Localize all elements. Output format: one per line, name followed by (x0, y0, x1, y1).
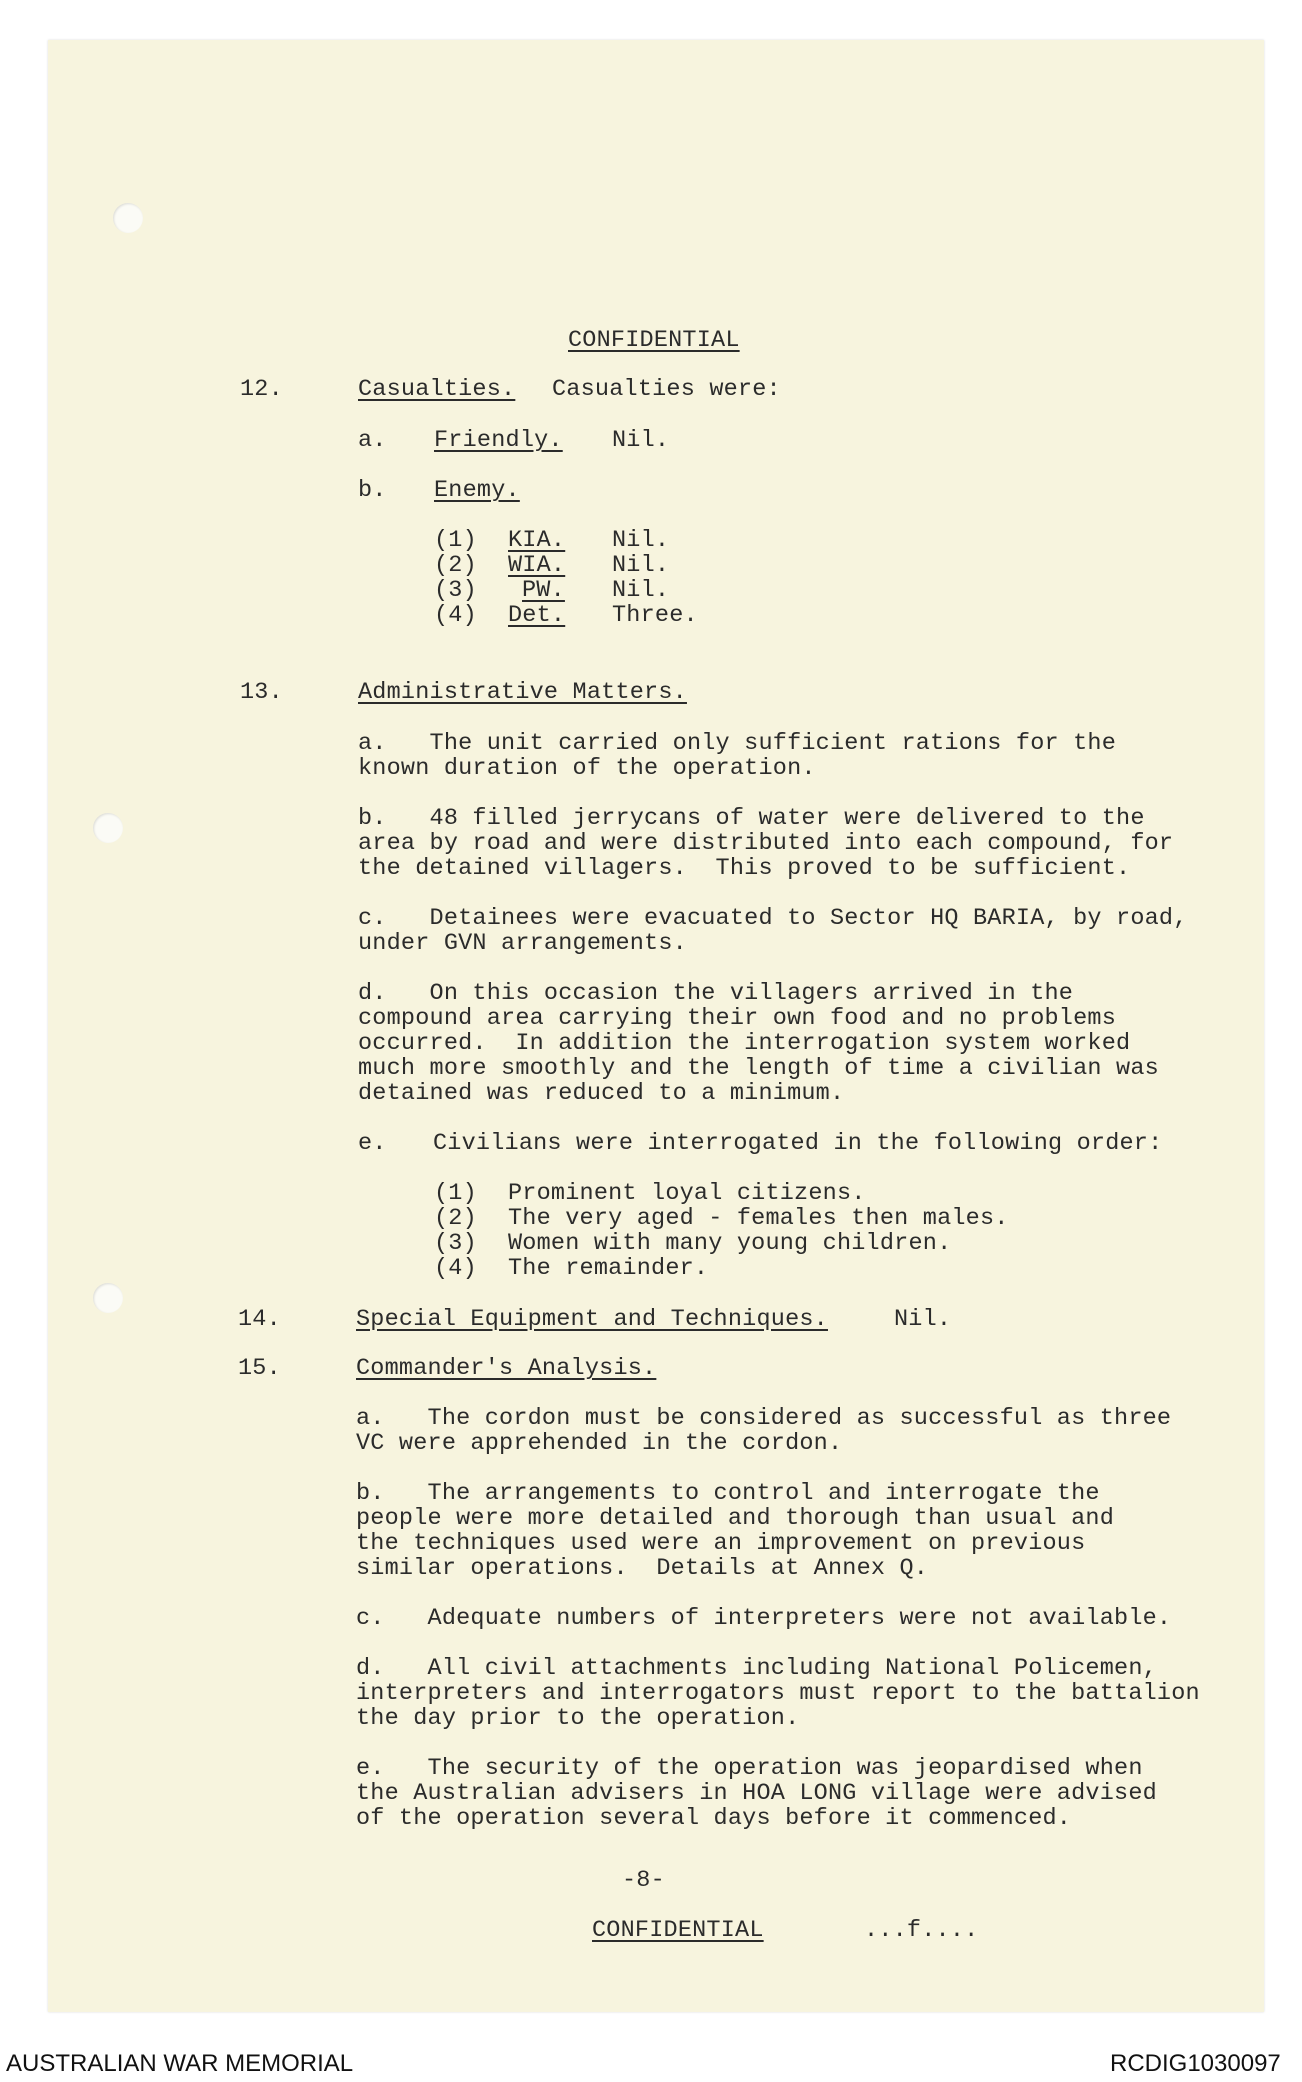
archive-id: RCDIG1030097 (1110, 2050, 1281, 2077)
section-number: 14. (238, 1306, 281, 1333)
paragraph-line: b. 48 filled jerrycans of water were delivered to the (358, 805, 1145, 832)
order-num: (1) (434, 1180, 477, 1207)
order-text: The remainder. (508, 1255, 709, 1282)
continuation-marker: ...f.... (864, 1917, 979, 1944)
paragraph-line: known duration of the operation. (358, 755, 816, 782)
archive-label: AUSTRALIAN WAR MEMORIAL (6, 2050, 354, 2077)
order-num: (2) (434, 1205, 477, 1232)
paragraph-line: c. Detainees were evacuated to Sector HQ BARIA, by road, (358, 905, 1188, 932)
enemy-value: Nil. (612, 527, 670, 554)
order-text: Women with many young children. (508, 1230, 952, 1257)
order-num: (4) (434, 1255, 477, 1282)
paragraph-line: Civilians were interrogated in the following order: (433, 1130, 1163, 1157)
section-number: 15. (238, 1355, 281, 1382)
enemy-code: WIA. (508, 552, 566, 579)
section-title: Special Equipment and Techniques. (356, 1306, 828, 1333)
paragraph-line: compound area carrying their own food and no problems (358, 1005, 1117, 1032)
item-title: Enemy. (434, 477, 520, 504)
paragraph-line: a. The unit carried only sufficient rations for the (358, 730, 1117, 757)
enemy-code: Det. (508, 602, 566, 629)
order-num: (3) (434, 1230, 477, 1257)
enemy-num: (3) (434, 577, 477, 604)
item-label: b. (358, 477, 387, 504)
enemy-value: Three. (612, 602, 698, 629)
paragraph-line: similar operations. Details at Annex Q. (356, 1555, 929, 1582)
paragraph-line: of the operation several days before it commenced. (356, 1805, 1072, 1832)
paragraph-line: b. The arrangements to control and interrogate the (356, 1480, 1100, 1507)
section-title: Administrative Matters. (358, 679, 687, 706)
section-title: Casualties. (358, 376, 516, 403)
paragraph-line: the day prior to the operation. (356, 1705, 800, 1732)
item-value: Nil. (612, 427, 670, 454)
enemy-value: Nil. (612, 552, 670, 579)
section-value: Nil. (894, 1306, 952, 1333)
classification-header: CONFIDENTIAL (568, 327, 740, 354)
paragraph-line: detained was reduced to a minimum. (358, 1080, 845, 1107)
item-label: e. (358, 1130, 387, 1157)
enemy-num: (1) (434, 527, 477, 554)
paragraph-line: much more smoothly and the length of time a civilian was (358, 1055, 1159, 1082)
paragraph-line: e. The security of the operation was jeopardised when (356, 1755, 1143, 1782)
order-text: The very aged - females then males. (508, 1205, 1009, 1232)
section-title: Commander's Analysis. (356, 1355, 657, 1382)
paragraph-line: d. On this occasion the villagers arrived in the (358, 980, 1074, 1007)
paragraph-line: area by road and were distributed into each compound, for (358, 830, 1174, 857)
enemy-num: (4) (434, 602, 477, 629)
classification-footer: CONFIDENTIAL (592, 1917, 764, 1944)
paragraph-line: under GVN arrangements. (358, 930, 687, 957)
paragraph-line: the techniques used were an improvement on previous (356, 1530, 1086, 1557)
enemy-value: Nil. (612, 577, 670, 604)
item-label: a. (358, 427, 387, 454)
paragraph-line: the Australian advisers in HOA LONG village were advised (356, 1780, 1157, 1807)
punch-hole (93, 813, 123, 843)
paragraph-line: people were more detailed and thorough than usual and (356, 1505, 1115, 1532)
page-number: -8- (622, 1867, 665, 1894)
section-intro: Casualties were: (552, 376, 781, 403)
paragraph-line: c. Adequate numbers of interpreters were not available. (356, 1605, 1172, 1632)
paragraph-line: interpreters and interrogators must report to the battalion (356, 1680, 1200, 1707)
item-title: Friendly. (434, 427, 563, 454)
enemy-code: KIA. (508, 527, 566, 554)
paragraph-line: VC were apprehended in the cordon. (356, 1430, 843, 1457)
order-text: Prominent loyal citizens. (508, 1180, 866, 1207)
paragraph-line: d. All civil attachments including National Policemen, (356, 1655, 1157, 1682)
enemy-code: PW. (522, 577, 565, 604)
section-number: 12. (240, 376, 283, 403)
paragraph-line: occurred. In addition the interrogation system worked (358, 1030, 1131, 1057)
punch-hole (113, 203, 143, 233)
paragraph-line: a. The cordon must be considered as successful as three (356, 1405, 1172, 1432)
paragraph-line: the detained villagers. This proved to be sufficient. (358, 855, 1131, 882)
enemy-num: (2) (434, 552, 477, 579)
section-number: 13. (240, 679, 283, 706)
punch-hole (93, 1283, 123, 1313)
